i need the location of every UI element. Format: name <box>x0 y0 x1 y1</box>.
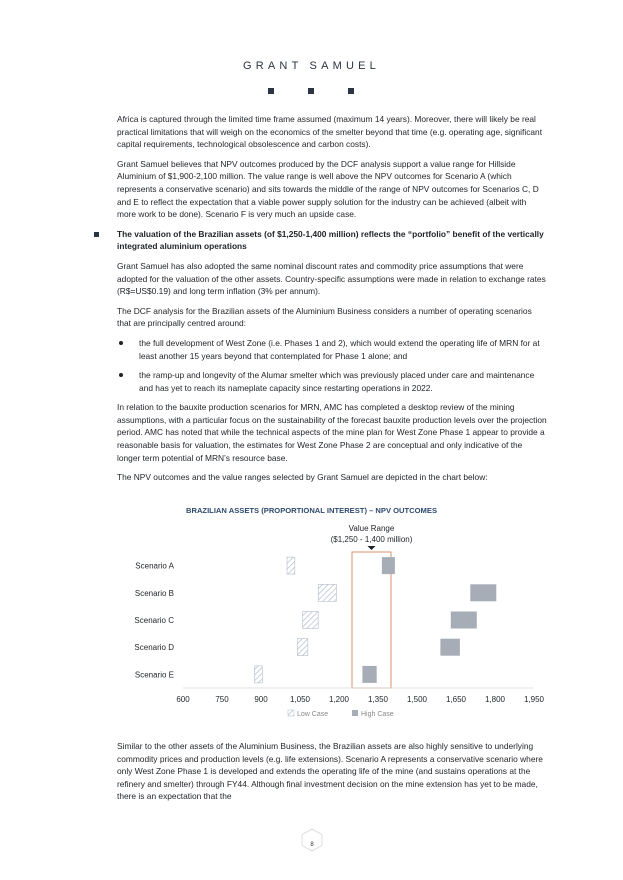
x-tick-label: 1,350 <box>367 695 389 704</box>
page-number: 8 <box>310 842 314 848</box>
x-tick-label: 900 <box>254 695 268 704</box>
paragraph: Grant Samuel has also adopted the same nominal discount rates and commodity price assumptions that were adopted for the valuation of the other assets. Country-specific assumptions were made in relation to exchange rates (R$=US$0.19) and long term inflation (3% per annum). <box>117 260 546 297</box>
category-label: Scenario B <box>134 588 174 598</box>
legend-low-swatch <box>288 710 294 716</box>
value-range-arrow-icon <box>368 546 376 550</box>
section-bullet <box>117 228 547 253</box>
category-label: Scenario D <box>134 643 174 653</box>
brand-squares <box>268 88 354 95</box>
bullet-heading: The valuation of the Brazilian assets (of $1,250-1,400 million) reflects the “portfolio” benefit of the vertically integrated aluminium operations <box>117 228 544 252</box>
brand-square-icon <box>348 88 354 94</box>
category-label: Scenario A <box>135 561 174 571</box>
paragraph: Africa is captured through the limited time frame assumed (maximum 14 years). Moreover, there will likely be real practical limitations that will weigh on the economics of the smelter beyond that time (e.g. operating age, significant capital requirements, technological obsolescence and carbon costs). <box>117 114 543 150</box>
category-label: Scenario C <box>134 616 174 625</box>
body-text <box>117 113 547 491</box>
list-item: the full development of West Zone (i.e. Phases 1 and 2), which would extend the operating life of MRN for at least another 15 years beyond that contemplated for Phase 1 alone; and <box>117 337 547 362</box>
low-case-bar <box>255 666 263 683</box>
low-case-bar <box>303 612 319 629</box>
x-tick-label: 600 <box>176 695 190 704</box>
legend-low-label: Low Case <box>297 711 329 718</box>
dot-bullet-icon <box>119 341 123 345</box>
paragraph: In relation to the bauxite production scenarios for MRN, AMC has completed a desktop review of the mining assumptions, with a particular focus on the sustainability of the forecast bauxite production levels over the projection period. AMC has noted that while the technical aspects of the mine plan for West Zone Phase 1 appear to provide a reasonable basis for valuation, the estimates for West Zone Phase 2 are conceptual and only indicative of the longer term potential of MRN’s resource base. <box>117 402 547 463</box>
paragraph: The NPV outcomes and the value ranges selected by Grant Samuel are depicted in the chart below: <box>117 472 488 483</box>
x-tick-label: 1,050 <box>289 695 311 704</box>
brand-logo: GRANT SAMUEL <box>243 60 380 72</box>
paragraph: Grant Samuel believes that NPV outcomes produced by the DCF analysis support a value range for Hillside Aluminium of $1,900-2,100 million. The value range is well above the NPV outcomes for Scenario A (which represents a conservative scenario) and sits towards the middle of the range of NPV outcomes for Scenarios C, D and E to reflect the expectation that a viable power supply solution for the industry can be achieved (albeit with more work to be done). Scenario F is very much an upside case. <box>117 158 539 220</box>
brand-square-icon <box>308 88 314 94</box>
x-tick-label: 1,650 <box>445 695 467 704</box>
high-case-bar <box>362 666 376 683</box>
square-bullet-icon <box>94 232 99 237</box>
paragraph: The DCF analysis for the Brazilian assets of the Aluminium Business considers a number of operating scenarios that are principally centred around: <box>117 305 532 329</box>
category-label: Scenario E <box>134 670 174 680</box>
low-case-bar <box>318 584 336 601</box>
list-item: the ramp-up and longevity of the Alumar smelter which was previously placed under care and maintenance and has yet to reach its nameplate capacity since restarting operations in 2022. <box>117 369 547 394</box>
dot-bullet-icon <box>119 373 123 377</box>
low-case-bar <box>287 557 295 574</box>
high-case-bar <box>451 612 477 629</box>
x-tick-label: 1,800 <box>484 695 506 704</box>
x-tick-label: 750 <box>215 695 229 704</box>
high-case-bar <box>440 639 460 656</box>
legend-high-label: High Case <box>361 711 394 718</box>
high-case-bar <box>382 557 395 574</box>
high-case-bar <box>470 584 496 601</box>
x-tick-label: 1,200 <box>328 695 350 704</box>
legend-high-swatch <box>352 710 358 716</box>
closing-text <box>117 740 547 810</box>
x-tick-label: 1,950 <box>523 695 545 704</box>
brand-square-icon <box>268 88 274 94</box>
value-range-amount: ($1,250 - 1,400 million) <box>330 535 413 544</box>
page-hexagon-icon <box>301 828 323 852</box>
paragraph: Similar to the other assets of the Aluminium Business, the Brazilian assets are also highly sensitive to underlying commodity prices and production levels (e.g. life extensions). Scenario A represents a conservative scenario where only West Zone Phase 1 is developed and extends the operating life of the mine (and sustains operations at the refinery and smelter) through FY44. Although final investment decision on the mine extension has yet to be made, there is an expectation that the <box>117 741 543 802</box>
low-case-bar <box>297 639 307 656</box>
value-range-label: Value Range <box>348 524 395 533</box>
x-tick-label: 1,500 <box>406 695 428 704</box>
chart-title: BRAZILIAN ASSETS (PROPORTIONAL INTEREST) – NPV OUTCOMES <box>185 506 438 515</box>
npv-chart <box>100 518 560 728</box>
